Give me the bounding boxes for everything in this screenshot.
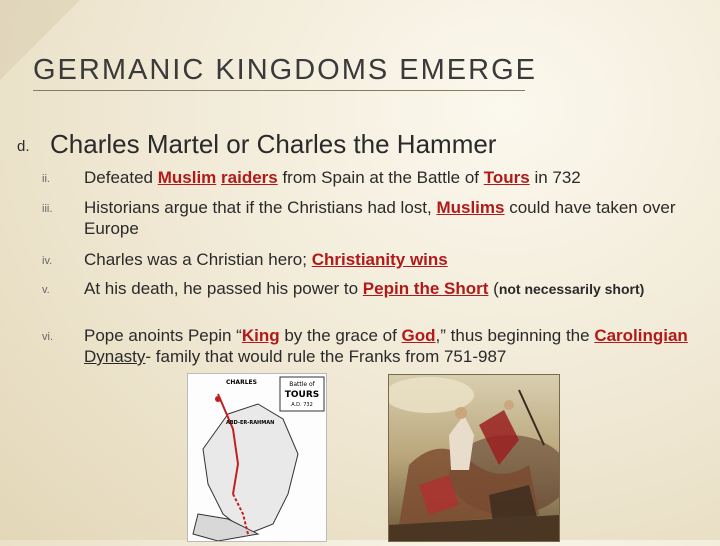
text-span: in 732 — [529, 168, 581, 187]
list-text — [84, 167, 704, 188]
text-span: Historians argue that if the Christians had lost, — [84, 198, 437, 217]
list-text — [84, 197, 684, 239]
battle-painting-image — [388, 374, 560, 542]
text-span: ( — [488, 279, 499, 298]
highlight-christianity: Christianity wins — [311, 250, 448, 269]
battle-map-image — [187, 373, 327, 542]
text-span: Charles was a Christian hero; — [84, 250, 312, 269]
highlight-muslims: Muslims — [436, 198, 505, 217]
highlight-tours: Tours — [483, 168, 530, 187]
heading-marker: d. — [17, 138, 30, 155]
map-title-2: TOURS — [284, 390, 320, 400]
painting-drawing — [389, 375, 559, 541]
text-span: Defeated — [84, 168, 158, 187]
highlight-raiders: raiders — [221, 168, 278, 187]
text-span: could have taken over Europe — [84, 198, 676, 238]
list-number: iii. — [42, 203, 53, 215]
list-text — [84, 325, 694, 367]
map-title-1: Battle of — [289, 381, 315, 388]
highlight-muslim: Muslim — [157, 168, 217, 187]
slide-title: GERMANIC KINGDOMS EMERGE — [33, 54, 537, 86]
list-text — [84, 249, 704, 270]
text-span: Pope anoints Pepin “ — [84, 326, 242, 345]
highlight-god: God — [401, 326, 436, 345]
text-span: At his death, he passed his power to — [84, 279, 363, 298]
map-label-abd: ABD-ER-RAHMAN — [226, 420, 275, 426]
list-number: vi. — [42, 331, 53, 343]
title-underline — [33, 90, 525, 91]
heading-text: Charles Martel or Charles the Hammer — [50, 129, 497, 159]
map-title-3: A.D. 732 — [291, 402, 313, 408]
text-span: ,” thus beginning the — [435, 326, 595, 345]
text-span: from Spain at the Battle of — [277, 168, 484, 187]
text-span: by the grace of — [279, 326, 402, 345]
text-span: - family that would rule the Franks from 751-987 — [145, 347, 507, 366]
underlined-dynasty: Dynasty — [84, 347, 146, 366]
highlight-king: King — [241, 326, 280, 345]
small-note: not necessarily short) — [498, 281, 645, 297]
list-text — [84, 278, 694, 300]
map-label-charles: CHARLES — [226, 379, 257, 386]
list-number: iv. — [42, 255, 53, 267]
list-number: ii. — [42, 173, 50, 185]
list-number: v. — [42, 284, 50, 296]
highlight-carolingian: Carolingian — [594, 326, 688, 345]
highlight-pepin: Pepin the Short — [362, 279, 489, 298]
map-drawing — [188, 374, 326, 541]
